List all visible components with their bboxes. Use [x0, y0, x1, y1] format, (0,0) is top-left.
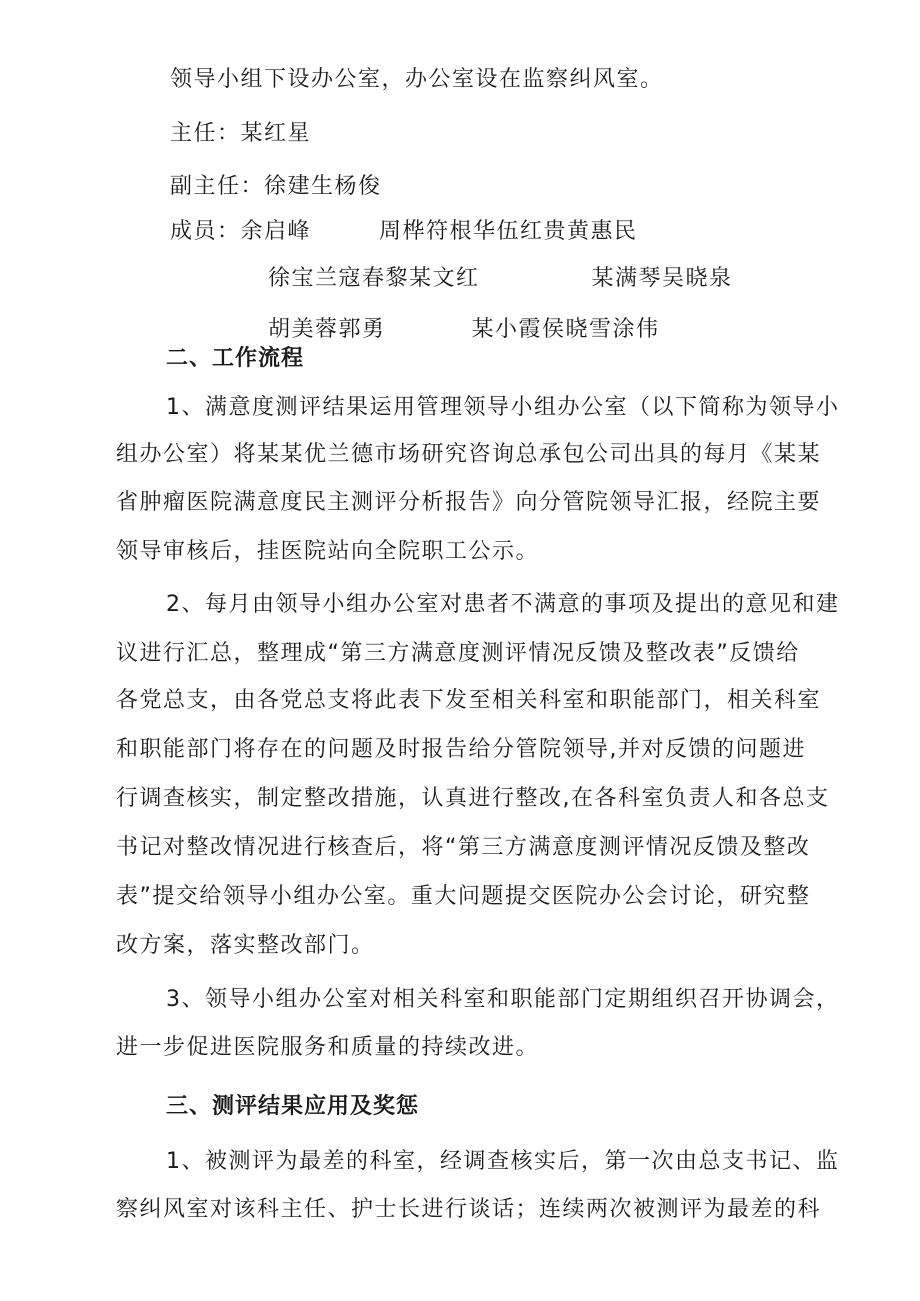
- section2-p2-line: 书记对整改情况进行核查后，将“第三方满意度测评情况反馈及整改: [116, 835, 811, 860]
- section2-p2-line: 各党总支，由各党总支将此表下发至相关科室和职能部门，相关科室: [116, 688, 822, 713]
- section2-p1-line: 组办公室）将某某优兰德市场研究咨询总承包公司出具的每月《某某: [116, 442, 822, 467]
- section2-heading: 二、工作流程: [166, 346, 305, 371]
- section2-p2-line: 改方案，落实整改部门。: [116, 933, 375, 958]
- section2-p1-line: 省肿瘤医院满意度民主测评分析报告》向分管院领导汇报，经院主要: [116, 490, 822, 515]
- members-row3-a: 胡美蓉郭勇: [268, 317, 386, 342]
- section2-p2-line: 和职能部门将存在的问题及时报告给分管院领导,并对反馈的问题进: [116, 737, 806, 762]
- section2-p2-line: 行调查核实，制定整改措施，认真进行整改,在各科室负责人和各总支: [116, 786, 830, 811]
- section2-p2-line: 2、每月由领导小组办公室对患者不满意的事项及提出的意见和建: [166, 592, 840, 617]
- members-row2-b: 某满琴吴晓泉: [591, 266, 733, 291]
- members-label: 成员：余启峰: [170, 219, 312, 244]
- members-row3-b: 某小霞侯晓雪涂伟: [471, 317, 660, 342]
- members-row1-names: 周桦符根华伍红贵黄惠民: [379, 219, 638, 244]
- section2-p3-line: 3、领导小组办公室对相关科室和职能部门定期组织召开协调会，: [166, 987, 840, 1012]
- office-intro-line: 领导小组下设办公室，办公室设在监察纠风室。: [170, 67, 664, 92]
- section3-p1-line: 1、被测评为最差的科室，经调查核实后，第一次由总支书记、监: [166, 1149, 840, 1174]
- section2-p2-line: 议进行汇总，整理成“第三方满意度测评情况反馈及整改表”反馈给: [116, 641, 800, 666]
- director-line: 主任：某红星: [170, 121, 312, 146]
- members-row-3: [268, 316, 660, 344]
- section3-heading: 三、测评结果应用及奖惩: [166, 1094, 420, 1119]
- section2-p3-line: 进一步促进医院服务和质量的持续改进。: [116, 1035, 540, 1060]
- section3-p1-line: 察纠风室对该科主任、护士长进行谈话；连续两次被测评为最差的科: [116, 1197, 822, 1222]
- section2-p2-line: 表”提交给领导小组办公室。重大问题提交医院办公会讨论，研究整: [116, 884, 811, 909]
- members-row-1: [170, 218, 638, 246]
- members-row-2: [268, 265, 733, 293]
- section2-p1-line: 1、满意度测评结果运用管理领导小组办公室（以下简称为领导小: [166, 395, 840, 420]
- members-row2-a: 徐宝兰寇春黎某文红: [268, 266, 480, 291]
- deputy-director-line: 副主任：徐建生杨俊: [170, 174, 382, 199]
- section2-p1-line: 领导审核后，挂医院站向全院职工公示。: [116, 539, 540, 564]
